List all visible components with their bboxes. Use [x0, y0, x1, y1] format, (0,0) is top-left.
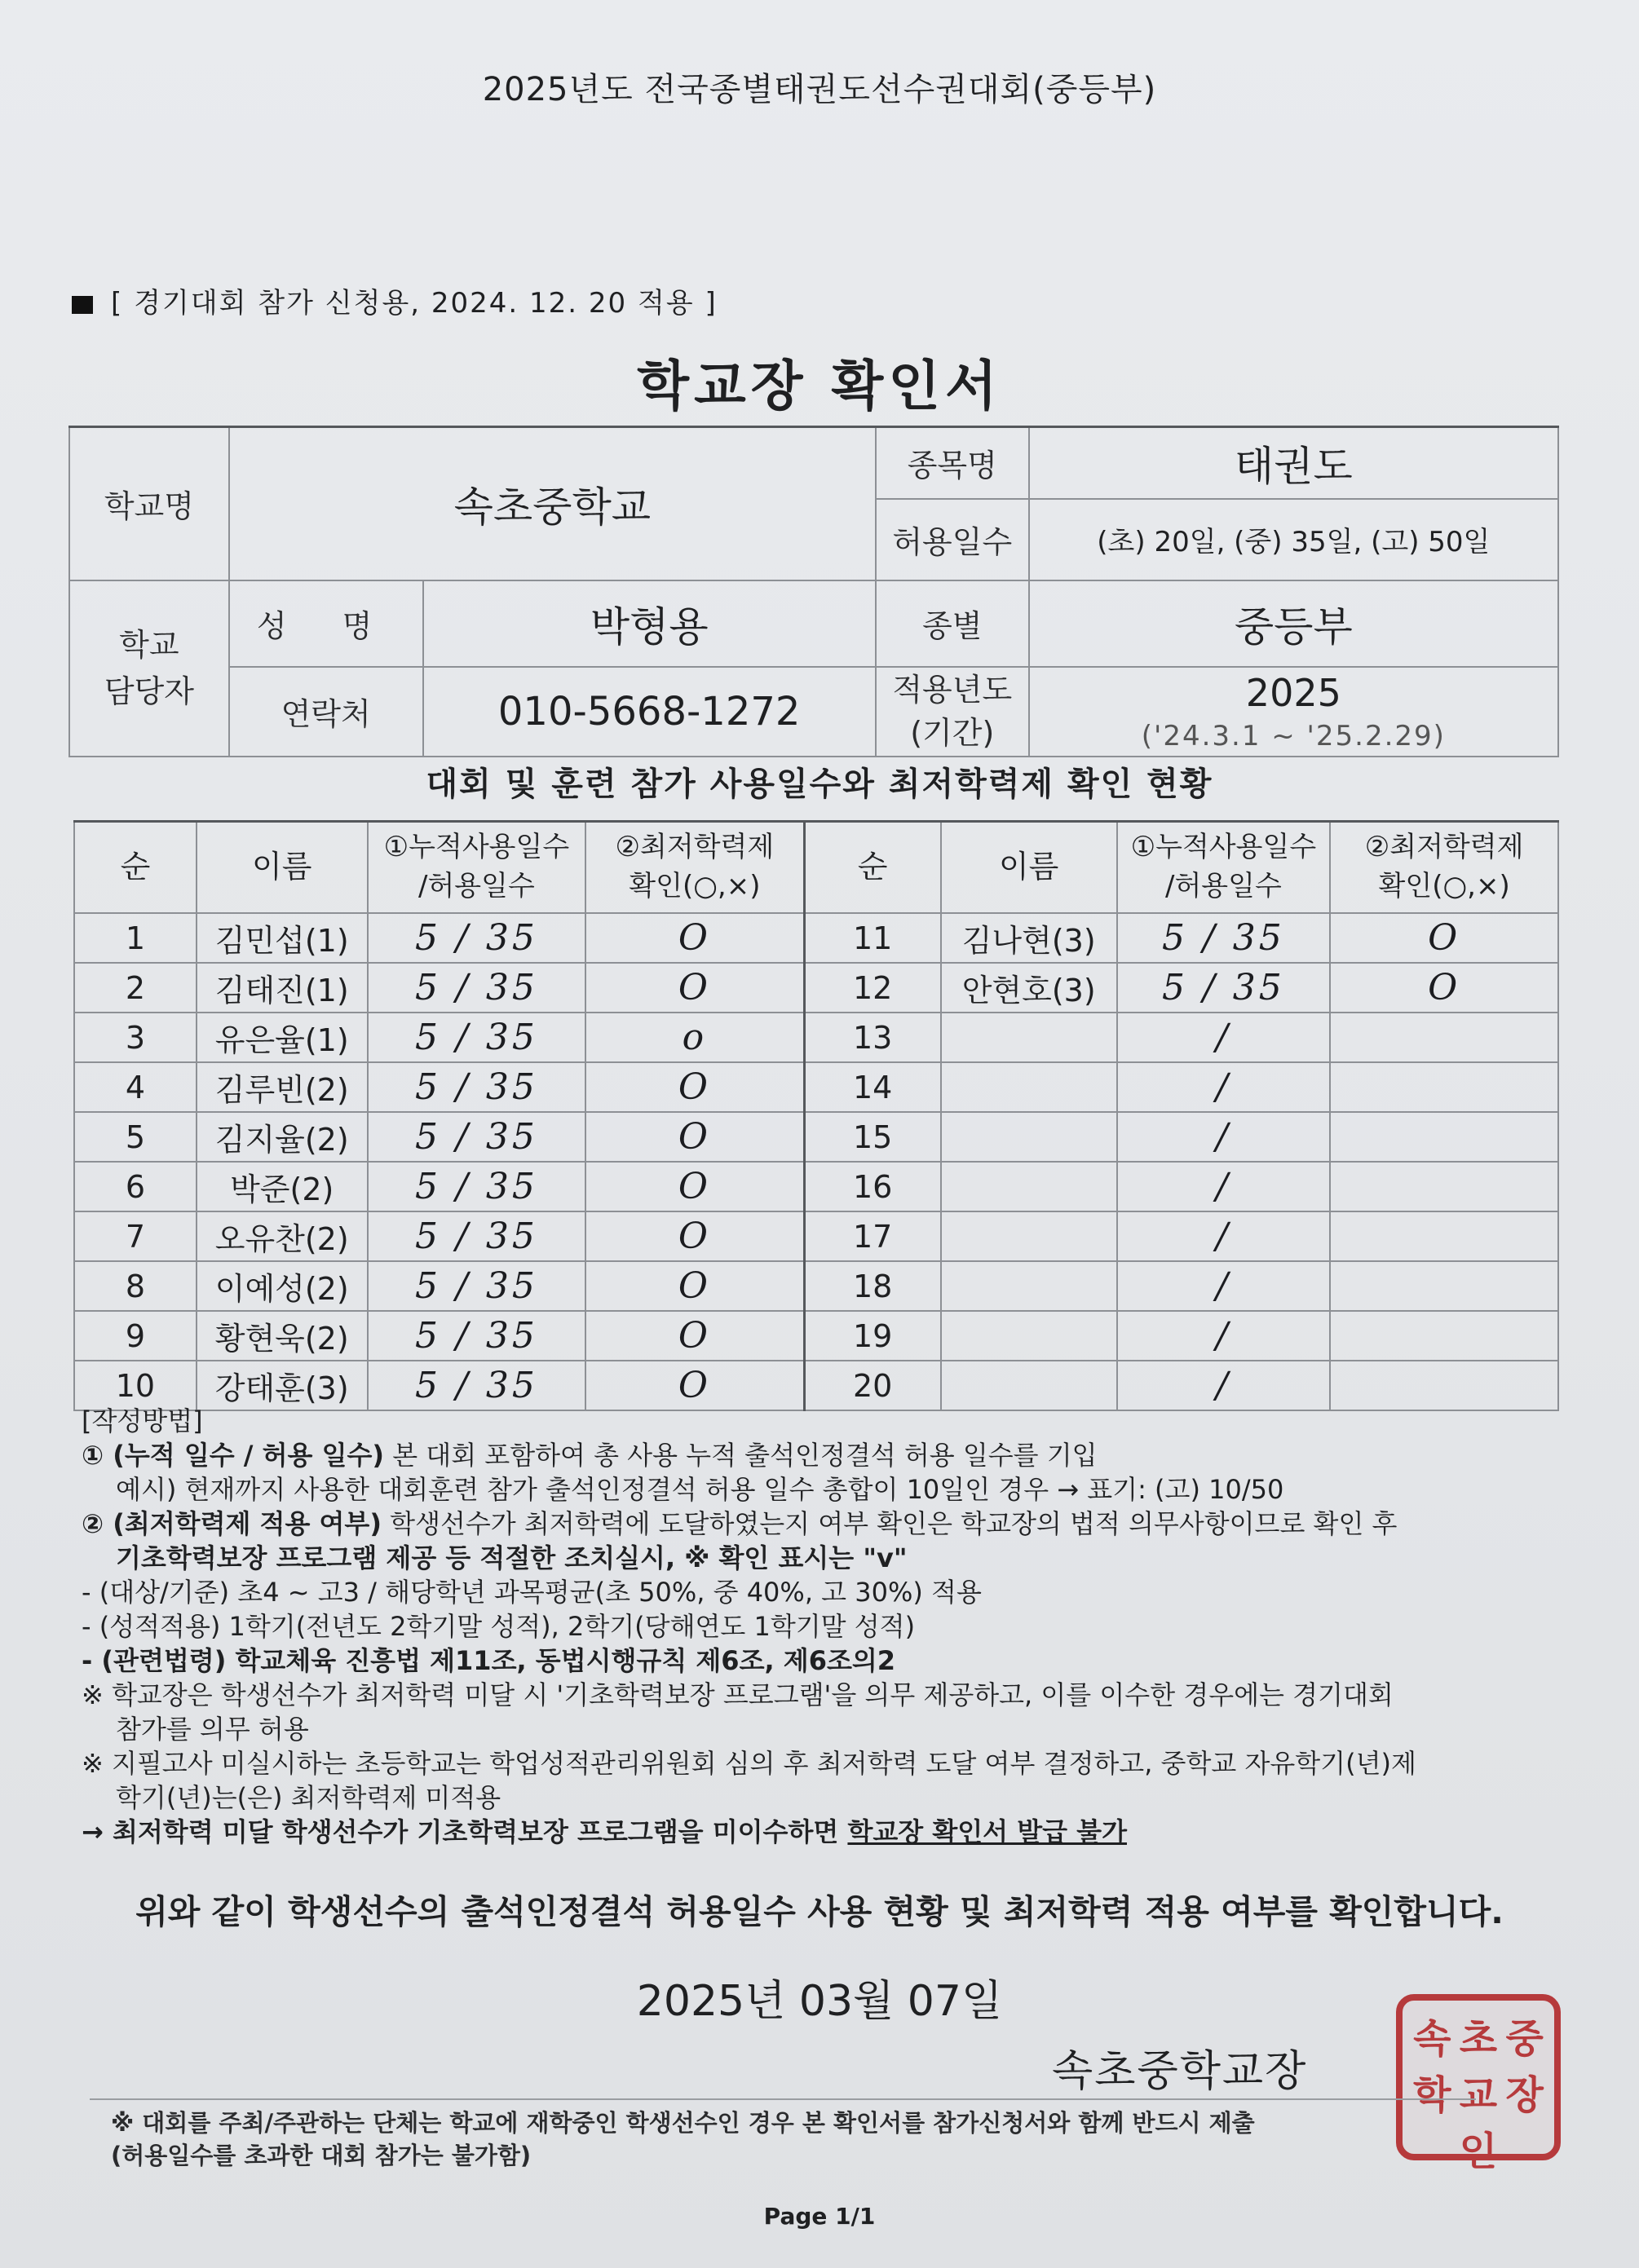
academic-check: O	[1330, 963, 1558, 1013]
instruction-text: → 최저학력 미달 학생선수가 기초학력보장 프로그램을 미이수하면	[82, 1816, 848, 1847]
row-no: 14	[804, 1062, 941, 1112]
days-used: /	[1117, 1013, 1331, 1062]
student-name: 김나현(3)	[941, 913, 1117, 963]
col-header-days-right: ①누적사용일수 /허용일수	[1117, 822, 1331, 914]
col-header-academic-right: ②최저학력제 확인(○,×)	[1330, 822, 1558, 914]
seal-glyph: 초	[1459, 2016, 1498, 2062]
principal-signature: 속초중학교장	[1052, 2047, 1308, 2096]
student-name: 강태훈(3)	[197, 1361, 368, 1410]
student-name	[941, 1062, 1117, 1112]
student-name: 김지율(2)	[197, 1112, 368, 1162]
academic-check	[1330, 1311, 1558, 1361]
table-row	[74, 1013, 1558, 1062]
black-square-icon	[72, 296, 93, 314]
row-no: 17	[804, 1211, 941, 1261]
row-no: 4	[74, 1062, 197, 1112]
instructions-heading: [작성방법]	[82, 1405, 203, 1436]
col-header-no-right: 순	[804, 822, 941, 914]
academic-check: O	[585, 913, 804, 963]
instruction-bold: ② (최저학력제 적용 여부)	[82, 1508, 382, 1539]
days-used: /	[1117, 1311, 1331, 1361]
table-row	[74, 1112, 1558, 1162]
academic-check: O	[585, 1162, 804, 1211]
academic-check: O	[585, 1062, 804, 1112]
days-used: 5 / 35	[368, 1112, 586, 1162]
footer-line: ※ 대회를 주최/주관하는 단체는 학교에 재학중인 학생선수인 경우 본 확인서를 참가신청서와 함께 반드시 제출	[111, 2109, 1255, 2137]
row-no: 8	[74, 1261, 197, 1311]
days-used: 5 / 35	[368, 1361, 586, 1410]
apply-note-text: [ 경기대회 참가 신청용, 2024. 12. 20 적용 ]	[111, 287, 718, 320]
days-used: 5 / 35	[1117, 913, 1331, 963]
student-name: 오유찬(2)	[197, 1211, 368, 1261]
footer-line: (허용일수를 초과한 대회 참가는 불가함)	[111, 2142, 532, 2169]
row-no: 9	[74, 1311, 197, 1361]
student-name: 김태진(1)	[197, 963, 368, 1013]
days-used: 5 / 35	[368, 913, 586, 963]
days-used: /	[1117, 1112, 1331, 1162]
row-no: 11	[804, 913, 941, 963]
row-no: 16	[804, 1162, 941, 1211]
student-name: 유은율(1)	[197, 1013, 368, 1062]
days-used: 5 / 35	[368, 1062, 586, 1112]
academic-check	[1330, 1361, 1558, 1410]
instruction-line: 학기(년)는(은) 최저학력제 미적용	[116, 1782, 501, 1813]
academic-check: O	[585, 963, 804, 1013]
academic-check: O	[585, 1211, 804, 1261]
days-used: /	[1117, 1162, 1331, 1211]
days-used: /	[1117, 1211, 1331, 1261]
row-no: 3	[74, 1013, 197, 1062]
division-label: 종별	[876, 580, 1029, 667]
academic-check: O	[585, 1112, 804, 1162]
phone-value: 010-5668-1272	[423, 667, 876, 757]
seal-glyph: 속	[1413, 2016, 1451, 2062]
competition-header: 2025년도 전국종별태권도선수권대회(중등부)	[482, 71, 1157, 108]
allowed-days-label: 허용일수	[876, 499, 1029, 580]
col-header-academic: ②최저학력제 확인(○,×)	[585, 822, 804, 914]
instruction-line: - (성적적용) 1학기(전년도 2학기말 성적), 2학기(당해연도 1학기말 성적)	[82, 1611, 916, 1642]
student-name	[941, 1211, 1117, 1261]
col-header-name: 이름	[197, 822, 368, 914]
person-name-value: 박형용	[423, 580, 876, 667]
school-name-value: 속초중학교	[229, 427, 876, 580]
seal-glyph	[1501, 2120, 1548, 2176]
seal-glyph	[1409, 2120, 1456, 2176]
roster-table	[73, 820, 1559, 1411]
instruction-line: 참가를 의무 허용	[116, 1714, 309, 1745]
table-row	[74, 1062, 1558, 1112]
table-row	[74, 963, 1558, 1013]
days-used: /	[1117, 1261, 1331, 1311]
row-no: 7	[74, 1211, 197, 1261]
seal-glyph: 인	[1459, 2129, 1498, 2174]
row-no: 5	[74, 1112, 197, 1162]
academic-check	[1330, 1112, 1558, 1162]
instruction-line: - (대상/기준) 초4 ~ 고3 / 해당학년 과목평균(초 50%, 중 40%, 고 30%) 적용	[82, 1577, 982, 1608]
table-row	[74, 1361, 1558, 1410]
school-name-label: 학교명	[69, 427, 229, 580]
row-no: 20	[804, 1361, 941, 1410]
days-used: /	[1117, 1361, 1331, 1410]
instruction-bold: ① (누적 일수 / 허용 일수)	[82, 1440, 385, 1471]
student-name	[941, 1361, 1117, 1410]
table-row	[74, 913, 1558, 963]
row-no: 2	[74, 963, 197, 1013]
phone-label: 연락처	[229, 667, 423, 757]
academic-check: O	[585, 1311, 804, 1361]
days-used: 5 / 35	[368, 1311, 586, 1361]
page-number: Page 1/1	[763, 2203, 876, 2230]
instruction-line: 예시) 현재까지 사용한 대회훈련 참가 출석인정결석 허용 일수 총합이 10일인 경우 → 표기: (고) 10/50	[116, 1474, 1284, 1505]
apply-year-cell	[1029, 667, 1558, 757]
days-used: 5 / 35	[368, 963, 586, 1013]
student-name: 김민섭(1)	[197, 913, 368, 963]
contact-person-label: 학교 담당자	[69, 580, 229, 757]
student-name: 안현호(3)	[941, 963, 1117, 1013]
academic-check	[1330, 1261, 1558, 1311]
col-header-no: 순	[74, 822, 197, 914]
academic-check	[1330, 1013, 1558, 1062]
footer-divider	[90, 2098, 1476, 2100]
days-used: 5 / 35	[368, 1013, 586, 1062]
row-no: 10	[74, 1361, 197, 1410]
writing-instructions	[82, 1404, 1574, 1849]
table-row	[74, 1261, 1558, 1311]
table-row	[74, 1162, 1558, 1211]
days-used: 5 / 35	[368, 1261, 586, 1311]
student-name: 김루빈(2)	[197, 1062, 368, 1112]
student-name	[941, 1311, 1117, 1361]
issue-date: 2025년 03월 07일	[636, 1977, 1003, 2026]
event-label: 종목명	[876, 427, 1029, 499]
academic-check: O	[585, 1361, 804, 1410]
student-name: 황현욱(2)	[197, 1311, 368, 1361]
apply-year-value: 2025	[1245, 670, 1341, 715]
academic-check: O	[1330, 913, 1558, 963]
student-name: 이예성(2)	[197, 1261, 368, 1311]
row-no: 1	[74, 913, 197, 963]
seal-glyph: 중	[1505, 2016, 1544, 2062]
col-header-days: ①누적사용일수 /허용일수	[368, 822, 586, 914]
allowed-days-value: (초) 20일, (중) 35일, (고) 50일	[1029, 499, 1558, 580]
academic-check: o	[585, 1013, 804, 1062]
student-name: 박준(2)	[197, 1162, 368, 1211]
instruction-line: ※ 지필고사 미실시하는 초등학교는 학업성적관리위원회 심의 후 최저학력 도달 여부 결정하고, 중학교 자유학기(년)제	[82, 1748, 1416, 1779]
apply-period-value: ('24.3.1 ~ '25.2.29)	[1141, 719, 1446, 752]
seal-glyph: 학	[1413, 2072, 1451, 2118]
days-used: 5 / 35	[1117, 963, 1331, 1013]
confirmation-sentence: 위와 같이 학생선수의 출석인정결석 허용일수 사용 현황 및 최저학력 적용 여부를 확인합니다.	[135, 1892, 1504, 1931]
days-used: 5 / 35	[368, 1162, 586, 1211]
student-name	[941, 1013, 1117, 1062]
instruction-line	[82, 1438, 1574, 1472]
seal-glyph: 장	[1505, 2072, 1544, 2118]
apply-year-label: 적용년도 (기간)	[876, 667, 1029, 757]
days-used: /	[1117, 1062, 1331, 1112]
school-info-table	[68, 426, 1559, 757]
event-value: 태권도	[1029, 427, 1558, 499]
table-row	[74, 1211, 1558, 1261]
person-name-label: 성 명	[229, 580, 423, 667]
seal-glyph: 교	[1459, 2072, 1498, 2118]
academic-check: O	[585, 1261, 804, 1311]
days-used: 5 / 35	[368, 1211, 586, 1261]
col-header-name-right: 이름	[941, 822, 1117, 914]
student-name	[941, 1112, 1117, 1162]
row-no: 12	[804, 963, 941, 1013]
student-name	[941, 1261, 1117, 1311]
instruction-text: 본 대회 포함하여 총 사용 누적 출석인정결석 허용 일수를 기입	[384, 1440, 1098, 1471]
table-row	[74, 1311, 1558, 1361]
row-no: 6	[74, 1162, 197, 1211]
row-no: 13	[804, 1013, 941, 1062]
instruction-underlined: 학교장 확인서 발급 불가	[847, 1816, 1127, 1847]
instruction-line: - (관련법령) 학교체육 진흥법 제11조, 동법시행규칙 제6조, 제6조의2	[82, 1645, 896, 1676]
academic-check	[1330, 1062, 1558, 1112]
instruction-line: 기초학력보장 프로그램 제공 등 적절한 조치실시, ※ 확인 표시는 "v"	[116, 1542, 908, 1573]
row-no: 15	[804, 1112, 941, 1162]
row-no: 18	[804, 1261, 941, 1311]
academic-check	[1330, 1211, 1558, 1261]
section-title: 대회 및 훈련 참가 사용일수와 최저학력제 확인 현황	[426, 766, 1213, 803]
document-title: 학교장 확인서	[637, 355, 1002, 417]
apply-note	[72, 280, 718, 320]
division-value: 중등부	[1029, 580, 1558, 667]
row-no: 19	[804, 1311, 941, 1361]
academic-check	[1330, 1162, 1558, 1211]
official-seal-icon	[1396, 1994, 1561, 2174]
student-name	[941, 1162, 1117, 1211]
instruction-line: ※ 학교장은 학생선수가 최저학력 미달 시 '기초학력보장 프로그램'을 의무 제공하고, 이를 이수한 경우에는 경기대회	[82, 1679, 1394, 1710]
instruction-text: 학생선수가 최저학력에 도달하였는지 여부 확인은 학교장의 법적 의무사항이므로 확인 후	[381, 1508, 1398, 1539]
footer-note	[111, 2107, 1383, 2172]
instruction-line	[82, 1507, 1574, 1541]
instruction-line	[82, 1815, 1574, 1849]
